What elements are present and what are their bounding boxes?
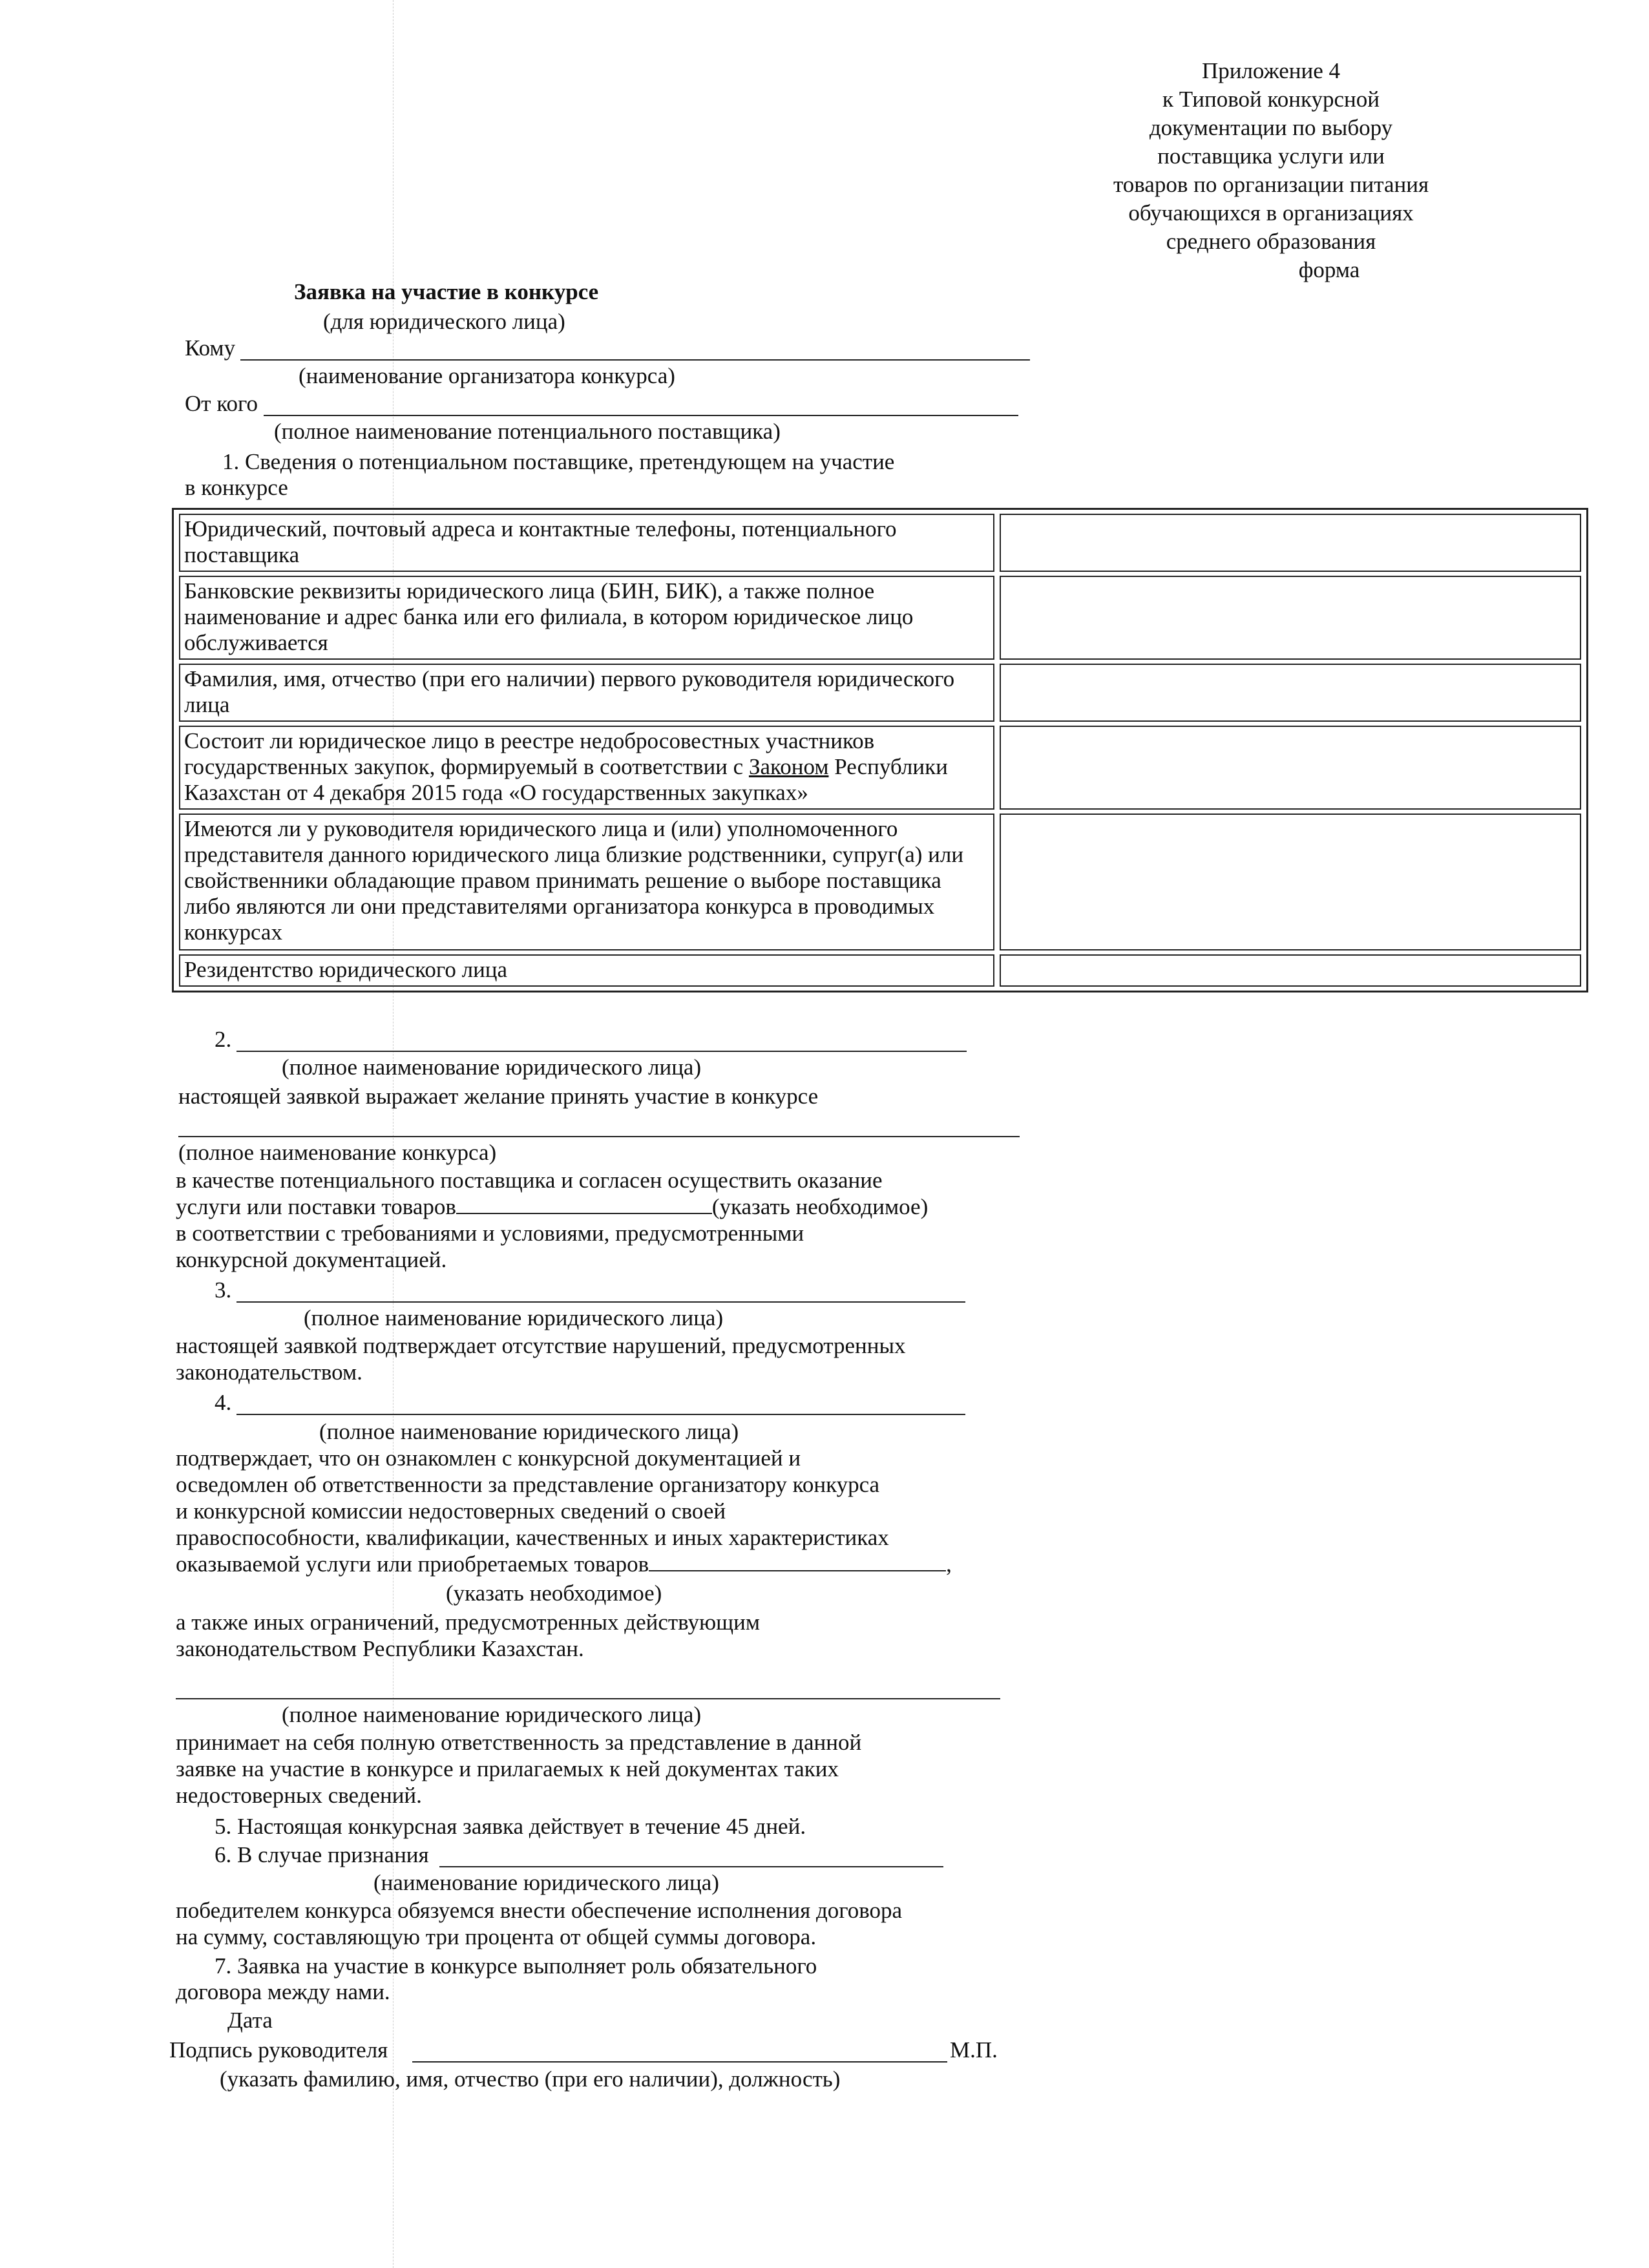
section4-text: законодательством Республики Казахстан. bbox=[176, 1636, 584, 1661]
section3-legal-name-field[interactable] bbox=[236, 1301, 965, 1303]
section5-text: 5. Настоящая конкурсная заявка действует в течение 45 дней. bbox=[215, 1814, 806, 1839]
section6-legal-name-field[interactable] bbox=[439, 1866, 943, 1867]
table-row bbox=[179, 726, 1581, 810]
table-answer-field[interactable] bbox=[1000, 954, 1581, 987]
date-label: Дата bbox=[227, 2008, 273, 2033]
from-caption: (полное наименование потенциального поставщика) bbox=[274, 419, 781, 444]
from-label: От кого bbox=[185, 391, 258, 416]
appendix-line: среднего образования bbox=[1166, 229, 1376, 254]
appendix-header bbox=[1025, 57, 1517, 284]
section4-text: а также иных ограничений, предусмотренных действующим bbox=[176, 1610, 760, 1635]
section1-heading: 1. Сведения о потенциальном поставщике, претендующем на участие bbox=[222, 449, 895, 474]
table-question: Фамилия, имя, отчество (при его наличии) первого руководителя юридического лица bbox=[179, 664, 994, 722]
supplier-info-table bbox=[172, 508, 1588, 992]
section3-number: 3. bbox=[215, 1277, 232, 1303]
table-question-text: Состоит ли юридическое лицо в реестре недобросовестных участников государственных закупок, формируемый в соответствии с bbox=[184, 728, 875, 779]
section4-text: оказываемой услуги или приобретаемых товаров bbox=[176, 1551, 649, 1577]
table-answer-field[interactable] bbox=[1000, 514, 1581, 572]
from-field[interactable] bbox=[264, 415, 1018, 416]
responsibility-text: заявке на участие в конкурсе и прилагаемых к ней документах таких bbox=[176, 1756, 839, 1781]
responsibility-text: принимает на себя полную ответственность за представление в данной bbox=[176, 1730, 862, 1755]
appendix-line: товаров по организации питания bbox=[1113, 172, 1429, 197]
table-answer-field[interactable] bbox=[1000, 664, 1581, 722]
table-answer-field[interactable] bbox=[1000, 814, 1581, 950]
table-answer-field[interactable] bbox=[1000, 576, 1581, 660]
appendix-line: поставщика услуги или bbox=[1157, 143, 1385, 169]
section6-caption: (наименование юридического лица) bbox=[373, 1870, 719, 1895]
table-question: Имеются ли у руководителя юридического лица и (или) уполномоченного представителя данного юридического лица близкие родственники, супруг(а) или свойственники обладающие правом принимать решение о выборе поставщика либо являются ли они представителями организатора конкурса в проводимых конкурсах bbox=[179, 814, 994, 950]
appendix-line: форма bbox=[1298, 257, 1360, 282]
section2-wish-line: настоящей заявкой выражает желание принять участие в конкурсе bbox=[178, 1084, 819, 1109]
section6-text: победителем конкурса обязуемся внести обеспечение исполнения договора bbox=[176, 1898, 903, 1923]
form-title: Заявка на участие в конкурсе bbox=[294, 279, 599, 304]
section6-label: 6. В случае признания bbox=[215, 1842, 429, 1867]
table-row bbox=[179, 814, 1581, 950]
section4-goods-field[interactable] bbox=[649, 1551, 946, 1571]
table-question bbox=[179, 726, 994, 810]
responsibility-text: недостоверных сведений. bbox=[176, 1783, 422, 1808]
law-link[interactable]: Законом bbox=[748, 754, 829, 779]
section2-legal-caption: (полное наименование юридического лица) bbox=[282, 1055, 702, 1080]
form-subtitle: (для юридического лица) bbox=[323, 309, 565, 334]
section2-text: в качестве потенциального поставщика и согласен осуществить оказание bbox=[176, 1168, 883, 1193]
responsibility-legal-name-field[interactable] bbox=[176, 1698, 1000, 1699]
table-answer-field[interactable] bbox=[1000, 726, 1581, 810]
section7-text-cont: договора между нами. bbox=[176, 1979, 390, 2004]
section2-number: 2. bbox=[215, 1027, 232, 1052]
appendix-line: документации по выбору bbox=[1149, 115, 1393, 140]
section2-goods-line bbox=[176, 1193, 928, 1220]
section1-heading-cont: в конкурсе bbox=[185, 475, 288, 500]
section4-number: 4. bbox=[215, 1390, 232, 1415]
section3-text: законодательством. bbox=[176, 1360, 362, 1385]
table-row bbox=[179, 514, 1581, 572]
section2-text: в соответствии с требованиями и условиями, предусмотренными bbox=[176, 1221, 804, 1246]
table-row bbox=[179, 576, 1581, 660]
section4-body bbox=[176, 1445, 952, 1577]
appendix-line: Приложение 4 bbox=[1201, 58, 1341, 83]
section4-caption: (полное наименование юридического лица) bbox=[319, 1419, 739, 1444]
section7-text: 7. Заявка на участие в конкурсе выполняет роль обязательного bbox=[215, 1953, 817, 1979]
signature-label: Подпись руководителя bbox=[169, 2037, 388, 2063]
table-question: Юридический, почтовый адреса и контактные телефоны, потенциального поставщика bbox=[179, 514, 994, 572]
section2-text: услуги или поставки товаров bbox=[176, 1194, 456, 1219]
section3-caption: (полное наименование юридического лица) bbox=[304, 1305, 724, 1330]
section4-text: и конкурсной комиссии недостоверных сведений о своей bbox=[176, 1498, 726, 1524]
section4-goods-line bbox=[176, 1551, 952, 1577]
section2-body bbox=[176, 1167, 928, 1273]
section4-text: осведомлен об ответственности за представление организатору конкурса bbox=[176, 1472, 880, 1497]
section4-text: подтверждает, что он ознакомлен с конкурсной документацией и bbox=[176, 1445, 801, 1471]
section4-comma: , bbox=[946, 1551, 952, 1577]
appendix-line: к Типовой конкурсной bbox=[1162, 87, 1380, 112]
section2-text: конкурсной документацией. bbox=[176, 1247, 447, 1272]
section3-body bbox=[176, 1332, 906, 1385]
section2-legal-name-field[interactable] bbox=[236, 1051, 967, 1052]
table-question-text: Республики Казахстан от 4 декабря 2015 года «О государственных закупках» bbox=[184, 754, 948, 805]
table-row bbox=[179, 664, 1581, 722]
signature-caption: (указать фамилию, имя, отчество (при его наличии), должность) bbox=[220, 2066, 841, 2092]
section2-goods-field[interactable] bbox=[456, 1193, 712, 1214]
responsibility-body bbox=[176, 1729, 861, 1809]
appendix-line: обучающихся в организациях bbox=[1128, 200, 1414, 226]
section2-text: (указать необходимое) bbox=[711, 1194, 929, 1219]
section6-body bbox=[176, 1897, 902, 1950]
signature-field[interactable] bbox=[412, 2061, 947, 2063]
section4-specify-caption: (указать необходимое) bbox=[446, 1580, 662, 1606]
stamp-label: М.П. bbox=[950, 2037, 998, 2063]
table-question: Банковские реквизиты юридического лица (БИН, БИК), а также полное наименование и адрес банка или его филиала, в котором юридическое лицо обслуживается bbox=[179, 576, 994, 660]
section4-legal-name-field[interactable] bbox=[236, 1414, 965, 1415]
section2-contest-caption: (полное наименование конкурса) bbox=[178, 1140, 497, 1165]
to-caption: (наименование организатора конкурса) bbox=[299, 363, 675, 388]
section2-contest-name-field[interactable] bbox=[178, 1136, 1020, 1137]
section4-body-cont bbox=[176, 1609, 760, 1662]
section6-text: на сумму, составляющую три процента от общей суммы договора. bbox=[176, 1924, 817, 1949]
to-field[interactable] bbox=[240, 359, 1030, 361]
section4-text: правоспособности, квалификации, качественных и иных характеристиках bbox=[176, 1525, 889, 1550]
table-question: Резидентство юридического лица bbox=[179, 954, 994, 987]
section3-text: настоящей заявкой подтверждает отсутствие нарушений, предусмотренных bbox=[176, 1333, 906, 1358]
responsibility-caption: (полное наименование юридического лица) bbox=[282, 1702, 702, 1727]
table-row bbox=[179, 954, 1581, 987]
to-label: Кому bbox=[185, 335, 236, 361]
